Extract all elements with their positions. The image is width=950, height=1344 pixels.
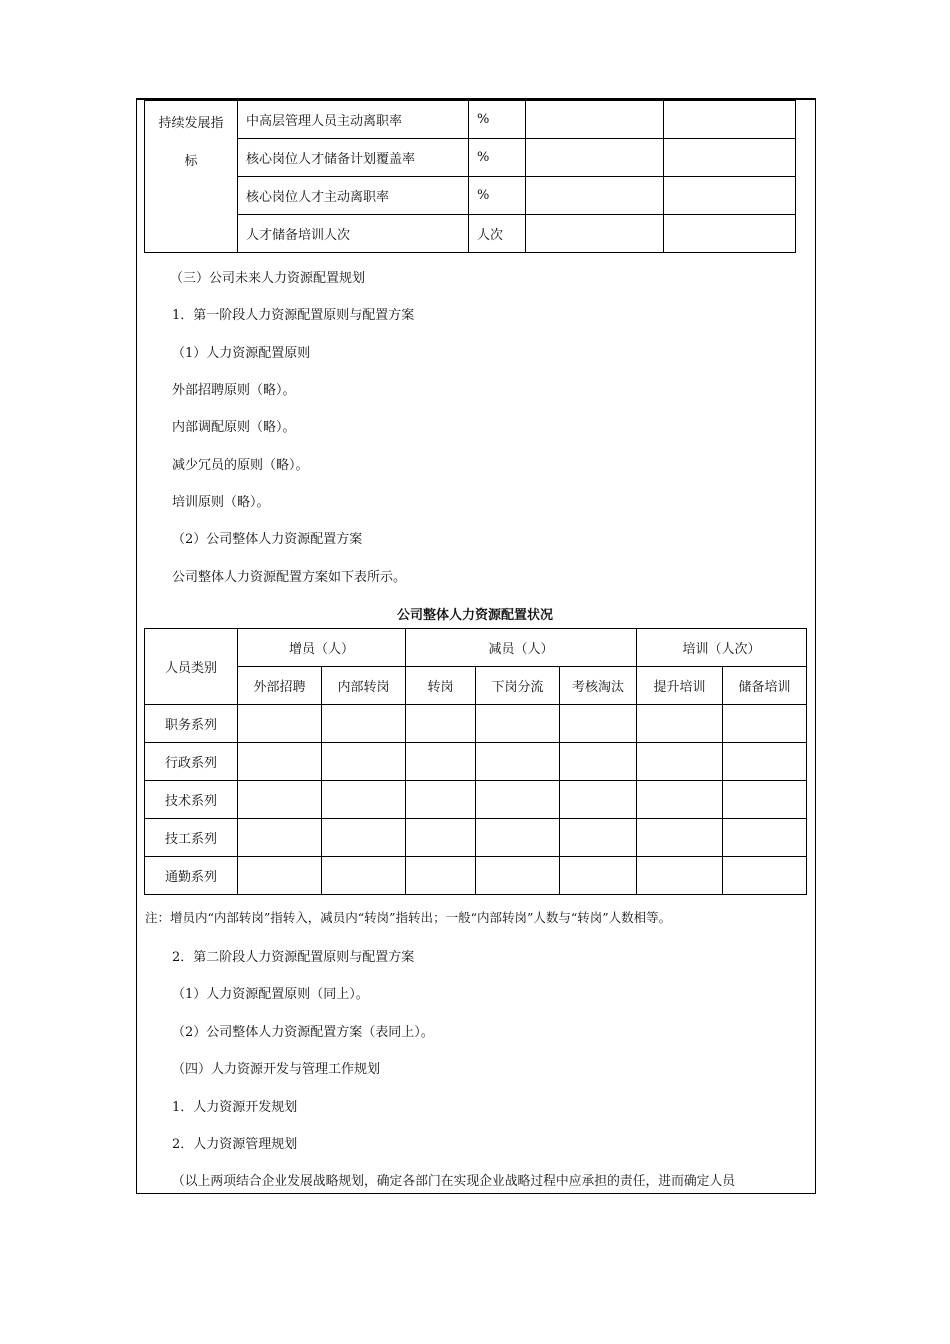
value-cell bbox=[526, 215, 664, 253]
category-label-line1: 持续发展指 bbox=[158, 116, 224, 131]
value-cell bbox=[664, 139, 796, 177]
group-header: 减员（人） bbox=[406, 629, 637, 667]
value-cell bbox=[664, 177, 796, 215]
principle-item: 外部招聘原则（略）。 bbox=[172, 383, 296, 398]
table-row bbox=[145, 215, 796, 253]
subheader-cell: 转岗 bbox=[406, 667, 476, 705]
value-cell bbox=[526, 177, 664, 215]
category-cell bbox=[145, 101, 238, 253]
indicator-cell: 中高层管理人员主动离职率 bbox=[238, 101, 469, 139]
table-row bbox=[145, 781, 807, 819]
unit-cell: % bbox=[469, 101, 526, 139]
config-table bbox=[144, 628, 807, 895]
unit-cell: 人次 bbox=[469, 215, 526, 253]
category-cell: 技工系列 bbox=[145, 819, 238, 857]
stage2-sub2: （2）公司整体人力资源配置方案（表同上）。 bbox=[172, 1025, 434, 1040]
table-note: 注：增员内“内部转岗”指转入，减员内“转岗”指转出；一般“内部转岗”人数与“转岗”人数相等。 bbox=[145, 910, 672, 925]
category-cell: 职务系列 bbox=[145, 705, 238, 743]
indicator-cell: 人才储备培训人次 bbox=[238, 215, 469, 253]
config-table-title: 公司整体人力资源配置状况 bbox=[396, 608, 553, 623]
stage1-heading: 1．第一阶段人力资源配置原则与配置方案 bbox=[172, 308, 415, 323]
principle-item: 内部调配原则（略）。 bbox=[172, 420, 296, 435]
category-cell: 技术系列 bbox=[145, 781, 238, 819]
stage1-sub2: （2）公司整体人力资源配置方案 bbox=[172, 532, 363, 547]
section4-paragraph: （以上两项结合企业发展战略规划，确定各部门在实现企业战略过程中应承担的责任，进而确定人员 bbox=[172, 1174, 736, 1189]
subheader-cell: 下岗分流 bbox=[476, 667, 560, 705]
table-row bbox=[145, 705, 807, 743]
value-cell bbox=[664, 215, 796, 253]
indicator-cell: 核心岗位人才主动离职率 bbox=[238, 177, 469, 215]
unit-cell: % bbox=[469, 177, 526, 215]
subheader-cell: 提升培训 bbox=[637, 667, 723, 705]
value-cell bbox=[526, 139, 664, 177]
section4-item1: 1．人力资源开发规划 bbox=[172, 1100, 298, 1115]
category-cell: 通勤系列 bbox=[145, 857, 238, 895]
row-header-cell: 人员类别 bbox=[145, 629, 238, 705]
table-row bbox=[145, 139, 796, 177]
principle-item: 减少冗员的原则（略）。 bbox=[172, 458, 309, 473]
subheader-cell: 内部转岗 bbox=[322, 667, 406, 705]
group-header: 增员（人） bbox=[238, 629, 406, 667]
unit-cell: % bbox=[469, 139, 526, 177]
header-row bbox=[145, 629, 807, 667]
group-header: 培训（人次） bbox=[637, 629, 807, 667]
table-row bbox=[145, 819, 807, 857]
category-label-line2: 标 bbox=[184, 154, 198, 169]
subheader-cell: 储备培训 bbox=[723, 667, 807, 705]
subheader-row bbox=[145, 667, 807, 705]
section4-item2: 2．人力资源管理规划 bbox=[172, 1137, 298, 1152]
table-intro: 公司整体人力资源配置方案如下表所示。 bbox=[172, 570, 407, 585]
stage1-sub1: （1）人力资源配置原则 bbox=[172, 346, 311, 361]
table-row bbox=[145, 101, 796, 139]
value-cell bbox=[664, 101, 796, 139]
table-row bbox=[145, 857, 807, 895]
subheader-cell: 考核淘汰 bbox=[560, 667, 637, 705]
section4-heading: （四）人力资源开发与管理工作规划 bbox=[172, 1062, 381, 1077]
stage2-sub1: （1）人力资源配置原则（同上）。 bbox=[172, 987, 369, 1002]
section3-heading: （三）公司未来人力资源配置规划 bbox=[170, 271, 366, 286]
subheader-cell: 外部招聘 bbox=[238, 667, 322, 705]
indicator-cell: 核心岗位人才储备计划覆盖率 bbox=[238, 139, 469, 177]
table-row bbox=[145, 743, 807, 781]
category-cell: 行政系列 bbox=[145, 743, 238, 781]
table-row bbox=[145, 177, 796, 215]
sustainable-indicators-table bbox=[144, 100, 796, 253]
stage2-heading: 2．第二阶段人力资源配置原则与配置方案 bbox=[172, 950, 415, 965]
value-cell bbox=[526, 101, 664, 139]
principle-item: 培训原则（略）。 bbox=[172, 495, 270, 510]
